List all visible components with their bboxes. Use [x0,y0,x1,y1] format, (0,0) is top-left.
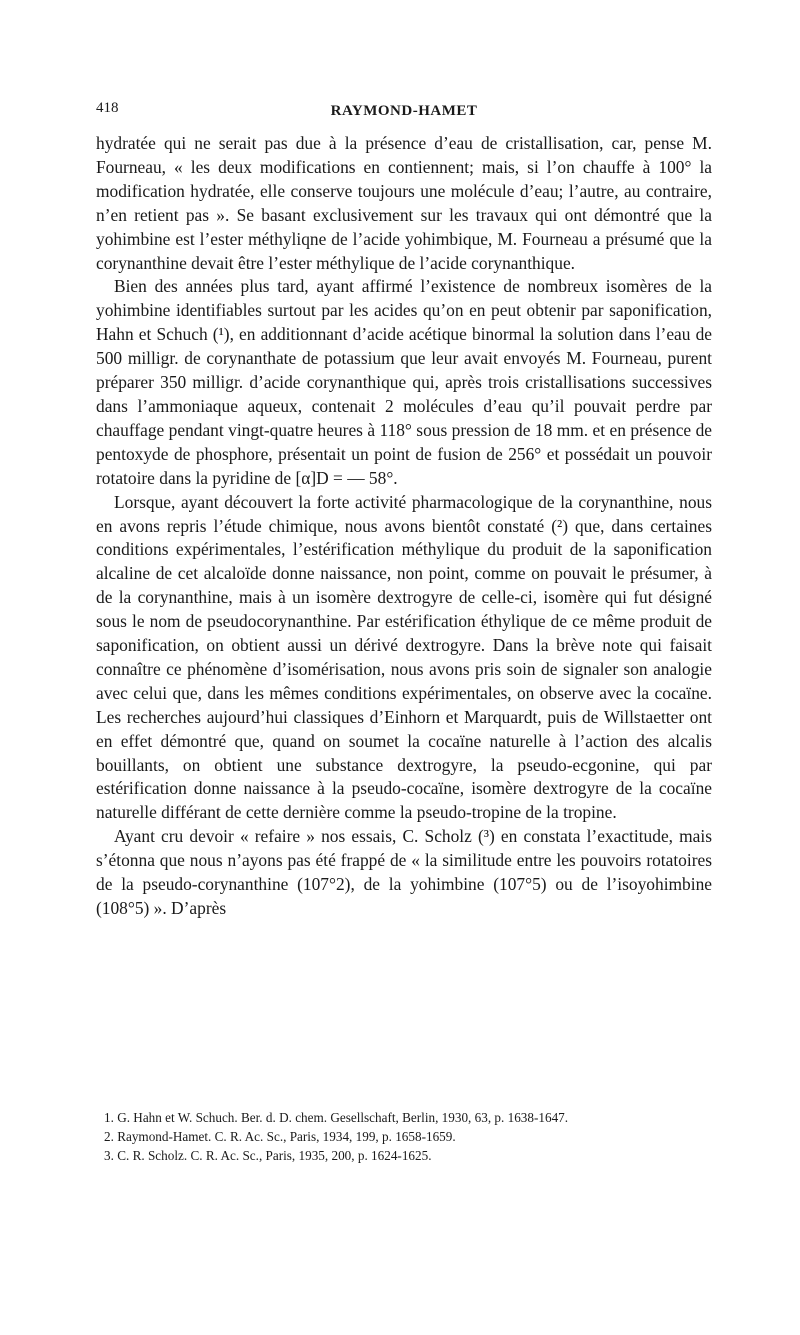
footnote: 3. C. R. Scholz. C. R. Ac. Sc., Paris, 1935, 200, p. 1624-1625. [104,1148,432,1163]
paragraph: Bien des années plus tard, ayant affirmé l’existence de nombreux isomères de la yohimbine identifiables surtout par les acides qu’on en peut obtenir par saponification, Hahn et Schuch (¹), en additionnant d’acide acétique binormal la solution dans l’eau de 500 milligr. de corynanthate de potassium que leur avait envoyés M. Fourneau, purent préparer 350 milligr. d’acide corynanthique qui, après trois cristallisations successives dans l’ammoniaque aqueux, contenait 2 molécules d’eau qu’il pouvait perdre par chauffage pendant vingt-quatre heures à 118° sous pression de 18 mm. et en présence de pentoxyde de phosphore, présentait un point de fusion de 256° et possédait un pouvoir rotatoire dans la pyridine de [α]D = — 58°. [96,276,712,488]
page-header [96,100,712,122]
page-number: 418 [96,100,119,116]
paragraph: hydratée qui ne serait pas due à la présence d’eau de cristallisation, car, pense M. Fourneau, « les deux modifications en contiennent; mais, si l’on chauffe à 100° la modification hydratée, elle conserve toujours une molécule d’eau; l’autre, au contraire, n’en retient pas ». Se basant exclusivement sur les travaux qui ont démontré que la yohimbine est l’ester méthyliqne de l’acide yohimbique, M. Fourneau a présumé que la corynanthine devait être l’ester méthylique de l’acide corynanthique. [96,133,712,273]
running-title: RAYMOND-HAMET [330,103,478,119]
footnote: 2. Raymond-Hamet. C. R. Ac. Sc., Paris, 1934, 199, p. 1658-1659. [104,1129,456,1144]
footnotes [104,1108,724,1165]
body-text [96,132,712,921]
paragraph: Lorsque, ayant découvert la forte activité pharmacologique de la corynanthine, nous en avons repris l’étude chimique, nous avons bientôt constaté (²) que, dans certaines conditions expérimentales, l’estérification méthylique du produit de la saponification alcaline de cet alcaloïde donne naissance, non point, comme on pouvait le présumer, à de la corynanthine, mais à un isomère dextrogyre de celle-ci, isomère qui fut désigné sous le nom de pseudocorynanthine. Par estérification éthylique de ce même produit de saponification, on obtient aussi un dérivé dextrogyre. Dans la brève note qui faisait connaître ce phénomène d’isomérisation, nous avons pris soin de signaler son analogie avec celui que, dans les mêmes conditions expérimentales, on observe avec la cocaïne. Les recherches aujourd’hui classiques d’Einhorn et Marquardt, puis de Willstaetter ont en effet démontré que, quand on soumet la cocaïne naturelle à l’action des alcalis bouillants, on obtient une substance dextrogyre, la pseudo-ecgonine, qui par estérification donne naissance à la pseudo-cocaïne, isomère dextrogyre de la cocaïne naturelle différant de cette dernière comme la pseudo-tropine de la tropine. [96,491,712,823]
paragraph: Ayant cru devoir « refaire » nos essais, C. Scholz (³) en constata l’exactitude, mais s’étonna que nous n’ayons pas été frappé de « la similitude entre les pouvoirs rotatoires de la pseudo-corynanthine (107°2), de la yohimbine (107°5) ou de l’isoyohimbine (108°5) ». D’après [96,826,712,918]
page [96,100,712,921]
footnote: 1. G. Hahn et W. Schuch. Ber. d. D. chem. Gesellschaft, Berlin, 1930, 63, p. 1638-1647. [104,1110,569,1125]
